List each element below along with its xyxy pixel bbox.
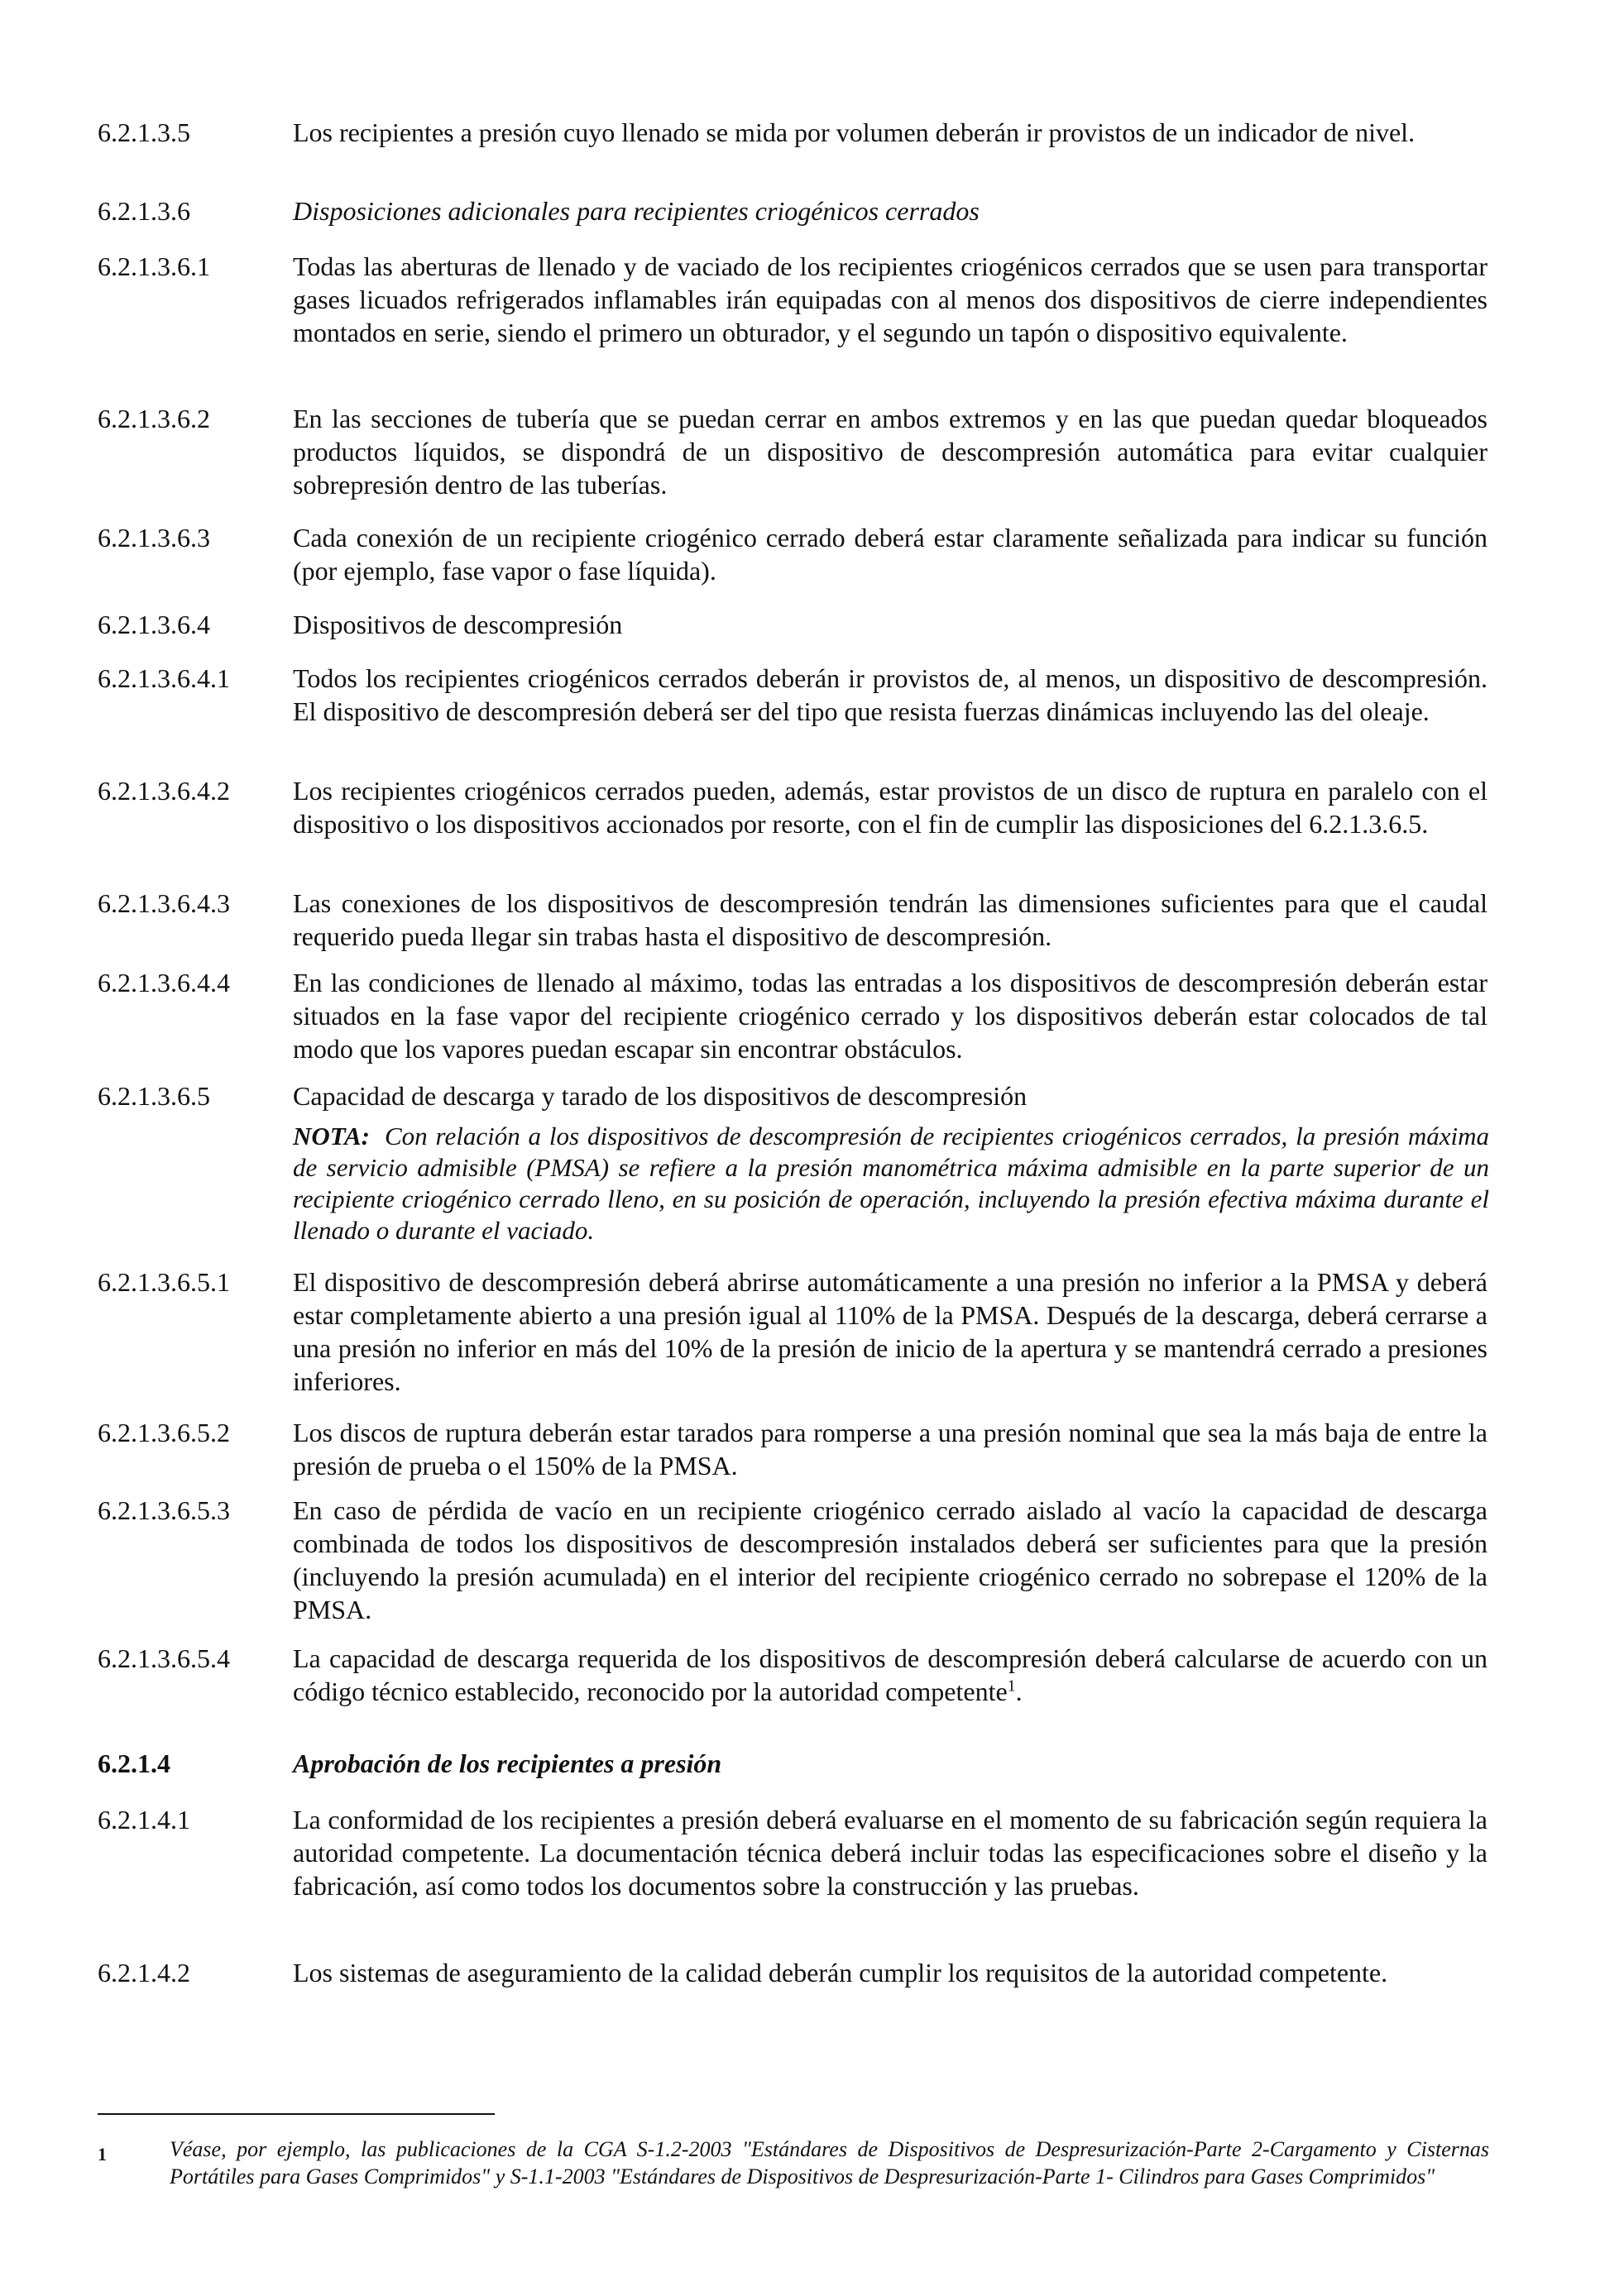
section-heading: Disposiciones adicionales para recipientes criogénicos cerrados — [293, 196, 980, 226]
clause-text: El dispositivo de descompresión deberá abrirse automáticamente a una presión no inferior a la PMSA y deberá estar completamente abierto a una presión igual al 110% de la PMSA. Después de la descarga, deberá cerrarse a una presión no inferior en más del 10% de la presión de inicio de la apertura y se mantendrá cerrado a presiones inferiores. — [293, 1267, 1487, 1396]
clause-number: 6.2.1.4.1 — [98, 1805, 190, 1834]
clause-number: 6.2.1.3.6 — [98, 196, 190, 226]
footnote-text: Véase, por ejemplo, las publicaciones de la CGA S-1.2-2003 "Estándares de Dispositivos de Despresurización-Parte 2-Cargamento y Cisternas Portátiles para Gases Comprimidos" y S-1.1-2003 "Estándares de Dispositivos de Despresurización-Parte 1- Cilindros para Gases Comprimidos" — [170, 2137, 1489, 2188]
footnote-reference[interactable]: 1 — [1007, 1677, 1016, 1696]
clause-text-end: . — [1015, 1677, 1023, 1706]
clause-number: 6.2.1.3.6.5.2 — [98, 1418, 230, 1447]
clause-text: Los recipientes a presión cuyo llenado se mida por volumen deberán ir provistos de un indicador de nivel. — [293, 117, 1416, 147]
footnote-number: 1 — [98, 2144, 107, 2164]
footnote-divider — [98, 2113, 495, 2115]
clause-number: 6.2.1.3.6.4.3 — [98, 888, 230, 918]
clause-text: Todas las aberturas de llenado y de vaciado de los recipientes criogénicos cerrados que se usen para transportar gases licuados refrigerados inflamables irán equipadas con al menos dos dispositivos de cierre independientes montados en serie, siendo el primero un obturador, y el segundo un tapón o dispositivo equivalente. — [293, 251, 1487, 347]
note-text: Con relación a los dispositivos de descompresión de recipientes criogénicos cerrados, la presión máxima de servicio admisible (PMSA) se refiere a la presión manométrica máxima admisible en la parte superior de un recipiente criogénico cerrado lleno, en su posición de operación, incluyendo la presión efectiva máxima durante el llenado o durante el vaciado. — [293, 1122, 1489, 1245]
clause-number: 6.2.1.3.6.4.4 — [98, 968, 230, 997]
note-block — [293, 1121, 1489, 1246]
section-heading: Dispositivos de descompresión — [293, 610, 623, 639]
clause-number: 6.2.1.3.6.3 — [98, 523, 210, 552]
clause-number: 6.2.1.3.6.4 — [98, 610, 210, 639]
clause-number: 6.2.1.3.6.5 — [98, 1081, 210, 1111]
clause-number: 6.2.1.3.6.1 — [98, 251, 210, 281]
clause-text: En las secciones de tubería que se puedan cerrar en ambos extremos y en las que puedan quedar bloqueados productos líquidos, se dispondrá de un dispositivo de descompresión automática para evitar cualquier sobrepresión dentro de las tuberías. — [293, 404, 1487, 500]
clause-text: Los recipientes criogénicos cerrados pueden, además, estar provistos de un disco de ruptura en paralelo con el dispositivo o los dispositivos accionados por resorte, con el fin de cumplir las disposiciones del 6.2.1.3.6.5. — [293, 776, 1487, 839]
section-heading: Aprobación de los recipientes a presión — [293, 1748, 722, 1778]
section-heading: Capacidad de descarga y tarado de los dispositivos de descompresión — [293, 1081, 1028, 1111]
note-label: NOTA: — [293, 1122, 370, 1150]
clause-number: 6.2.1.3.6.5.4 — [98, 1643, 230, 1673]
clause-number: 6.2.1.4.2 — [98, 1958, 190, 1987]
clause-text: En caso de pérdida de vacío en un recipiente criogénico cerrado aislado al vacío la capacidad de descarga combinada de todos los dispositivos de descompresión instalados deberá ser suficientes para que la presión (incluyendo la presión acumulada) en el interior del recipiente criogénico cerrado no sobrepase el 120% de la PMSA. — [293, 1495, 1487, 1624]
clause-text: Los discos de ruptura deberán estar tarados para romperse a una presión nominal que sea la más baja de entre la presión de prueba o el 150% de la PMSA. — [293, 1418, 1487, 1480]
clause-text: Cada conexión de un recipiente criogénico cerrado deberá estar claramente señalizada para indicar su función (por ejemplo, fase vapor o fase líquida). — [293, 523, 1487, 586]
clause-text-body: La capacidad de descarga requerida de los dispositivos de descompresión deberá calcularse de acuerdo con un código técnico establecido, reconocido por la autoridad competente — [293, 1643, 1487, 1706]
clause-number: 6.2.1.3.6.5.3 — [98, 1495, 230, 1525]
clause-number: 6.2.1.3.6.2 — [98, 404, 210, 433]
clause-number: 6.2.1.4 — [98, 1748, 170, 1778]
clause-text: Todos los recipientes criogénicos cerrados deberán ir provistos de, al menos, un dispositivo de descompresión. El dispositivo de descompresión deberá ser del tipo que resista fuerzas dinámicas incluyendo las del oleaje. — [293, 663, 1487, 726]
clause-number: 6.2.1.3.6.4.1 — [98, 663, 230, 693]
clause-text — [293, 1642, 1487, 1708]
clause-number: 6.2.1.3.6.5.1 — [98, 1267, 230, 1297]
clause-number: 6.2.1.3.6.4.2 — [98, 776, 230, 806]
clause-number: 6.2.1.3.5 — [98, 117, 190, 147]
clause-text: Las conexiones de los dispositivos de descompresión tendrán las dimensiones suficientes para que el caudal requerido pueda llegar sin trabas hasta el dispositivo de descompresión. — [293, 888, 1487, 951]
clause-text: Los sistemas de aseguramiento de la calidad deberán cumplir los requisitos de la autoridad competente. — [293, 1958, 1388, 1987]
clause-text: La conformidad de los recipientes a presión deberá evaluarse en el momento de su fabricación según requiera la autoridad competente. La documentación técnica deberá incluir todas las especificaciones sobre el diseño y la fabricación, así como todos los documentos sobre la construcción y las pruebas. — [293, 1805, 1487, 1901]
clause-text: En las condiciones de llenado al máximo, todas las entradas a los dispositivos de descompresión deberán estar situados en la fase vapor del recipiente criogénico cerrado y los dispositivos deberán estar colocados de tal modo que los vapores puedan escapar sin encontrar obstáculos. — [293, 968, 1487, 1064]
